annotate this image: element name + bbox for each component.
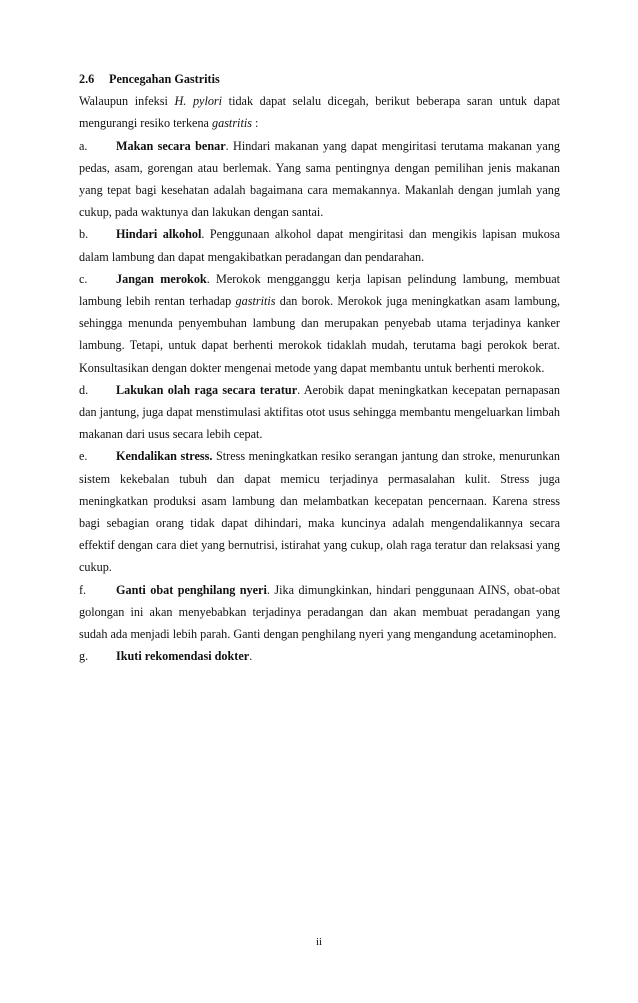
list-item-b <box>79 223 560 267</box>
item-title: Ikuti rekomendasi dokter <box>116 649 250 664</box>
item-text: . Jika dimungkinkan, hindari penggunaan AINS, obat-obat golongan ini akan menyebabkan terjadinya peradangan dan akan membuat peradangan yang sudah ada menjadi lebih parah. Ganti dengan penghilang nyeri yang mengandung acetaminophen. <box>79 582 560 642</box>
list-item-d <box>79 379 560 446</box>
list-item-c <box>79 268 560 379</box>
item-text: . Aerobik dapat meningkatkan kecepatan pernapasan dan jantung, juga dapat menstimulasi aktifitas otot usus sehingga membantu mengeluarkan limbah makanan dari usus secara lebih cepat. <box>79 382 560 442</box>
item-title: Lakukan olah raga secara teratur <box>116 382 298 397</box>
item-title: Makan secara benar <box>116 138 226 153</box>
intro-italic-gastritis: gastritis <box>212 116 252 131</box>
item-text: dan borok. Merokok juga meningkatkan asam lambung, sehingga menunda penyembuhan lambung dan merupakan penyebab utama terjadinya kanker lambung. Tetapi, untuk dapat berhenti merokok tidaklah mudah, terutama bagi perokok berat. Konsultasikan dengan dokter mengenai metode yang dapat membantu untuk berhenti merokok. <box>79 294 560 375</box>
intro-text: Walaupun infeksi <box>79 94 175 109</box>
list-marker: g. <box>79 649 89 664</box>
item-title: Ganti obat penghilang nyeri <box>116 582 267 597</box>
section-heading <box>79 68 560 90</box>
item-text: . Merokok mengganggu kerja lapisan pelindung lambung, membuat lambung lebih rentan terhadap <box>79 271 560 309</box>
list-marker: f. <box>79 582 87 597</box>
item-title: Hindari alkohol <box>116 227 202 242</box>
intro-paragraph <box>79 90 560 134</box>
item-italic-gastritis: gastritis <box>235 294 276 309</box>
page-number: ii <box>315 936 323 948</box>
list-item-e <box>79 445 560 578</box>
list-item-g <box>79 645 560 667</box>
list-item-a <box>79 135 560 224</box>
item-text: . <box>249 649 253 664</box>
list-marker: b. <box>79 227 89 242</box>
list-marker: c. <box>79 271 88 286</box>
list-item-f <box>79 579 560 646</box>
item-text: . Hindari makanan yang dapat mengiritasi terutama makanan yang pedas, asam, gorengan atau berlemak. Yang sama pentingnya dengan pemilihan jenis makanan yang tepat bagi kesehatan adalah bagaimana cara memakannya. Makanlah dengan jumlah yang cukup, pada waktunya dan lakukan dengan santai. <box>79 138 561 220</box>
section-number: 2.6 <box>79 72 95 86</box>
intro-text: tidak dapat selalu dicegah, berikut beberapa saran untuk dapat mengurangi resiko terkena <box>79 94 561 131</box>
item-text: Stress meningkatkan resiko serangan jantung dan stroke, menurunkan sistem kekebalan tubuh dan dapat memicu terjadinya permasalahan kulit. Stress juga meningkatkan produksi asam lambung dan melambatkan kecepatan pencernaan. Karena stress bagi sebagian orang tidak dapat dihindari, maka kuncinya adalah mengendalikannya secara effektif dengan cara diet yang bernutrisi, istirahat yang cukup, olah raga teratur dan relaksasi yang cukup. <box>79 449 560 575</box>
list-marker: e. <box>79 449 88 464</box>
intro-italic-pylori: H. pylori <box>174 94 223 109</box>
list-marker: a. <box>79 138 88 153</box>
item-title: Jangan merokok <box>116 271 207 286</box>
document-page <box>79 68 560 667</box>
item-title: Kendalikan stress. <box>116 449 213 464</box>
list-marker: d. <box>79 382 89 397</box>
item-text: . Penggunaan alkohol dapat mengiritasi dan mengikis lapisan mukosa dalam lambung dan dapat mengakibatkan peradangan dan pendarahan. <box>79 227 561 264</box>
intro-text: : <box>251 116 259 131</box>
section-title: Pencegahan Gastritis <box>109 72 220 86</box>
